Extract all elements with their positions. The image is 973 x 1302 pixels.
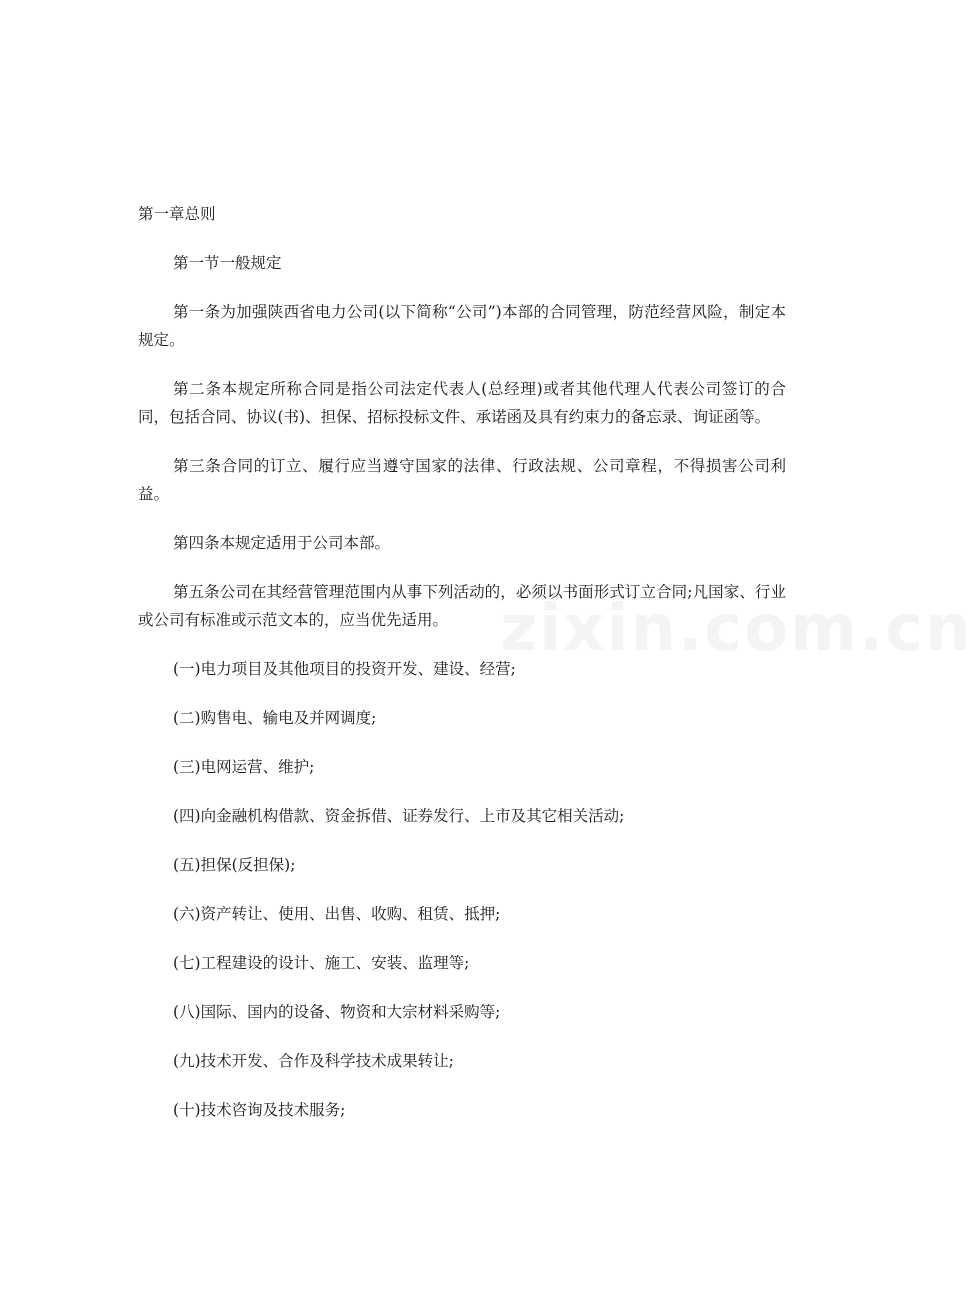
- list-item: (九)技术开发、合作及科学技术成果转让;: [173, 1052, 454, 1070]
- list-item: (一)电力项目及其他项目的投资开发、建设、经营;: [173, 660, 516, 678]
- list-item: (十)技术咨询及技术服务;: [173, 1101, 346, 1119]
- list-item: (八)国际、国内的设备、物资和大宗材料采购等;: [173, 1003, 501, 1021]
- article-2: 第二条本规定所称合同是指公司法定代表人(总经理)或者其他代理人代表公司签订的合同，包括合同、协议(书)、担保、招标投标文件、承诺函及具有约束力的备忘录、询证函等。: [138, 380, 786, 426]
- document-body: [138, 200, 786, 1145]
- list-item: (六)资产转让、使用、出售、收购、租赁、抵押;: [173, 905, 501, 923]
- list-item: (三)电网运营、维护;: [173, 758, 315, 776]
- list-item: (五)担保(反担保);: [173, 856, 296, 874]
- list-item: (四)向金融机构借款、资金拆借、证券发行、上市及其它相关活动;: [173, 807, 625, 825]
- chapter-title: 第一章总则: [138, 205, 216, 223]
- watermark: zixin.com.cn: [500, 592, 973, 666]
- article-3: 第三条合同的订立、履行应当遵守国家的法律、行政法规、公司章程，不得损害公司利益。: [138, 457, 786, 503]
- list-item: (七)工程建设的设计、施工、安装、监理等;: [173, 954, 470, 972]
- section-title: 第一节一般规定: [173, 254, 282, 272]
- article-4: 第四条本规定适用于公司本部。: [173, 534, 391, 552]
- article-5: 第五条公司在其经营管理范围内从事下列活动的，必须以书面形式订立合同;凡国家、行业或公司有标准或示范文本的，应当优先适用。: [138, 583, 786, 629]
- list-item: (二)购售电、输电及并网调度;: [173, 709, 377, 727]
- article-1: 第一条为加强陕西省电力公司(以下简称“公司”)本部的合同管理，防范经营风险，制定本规定。: [138, 303, 786, 349]
